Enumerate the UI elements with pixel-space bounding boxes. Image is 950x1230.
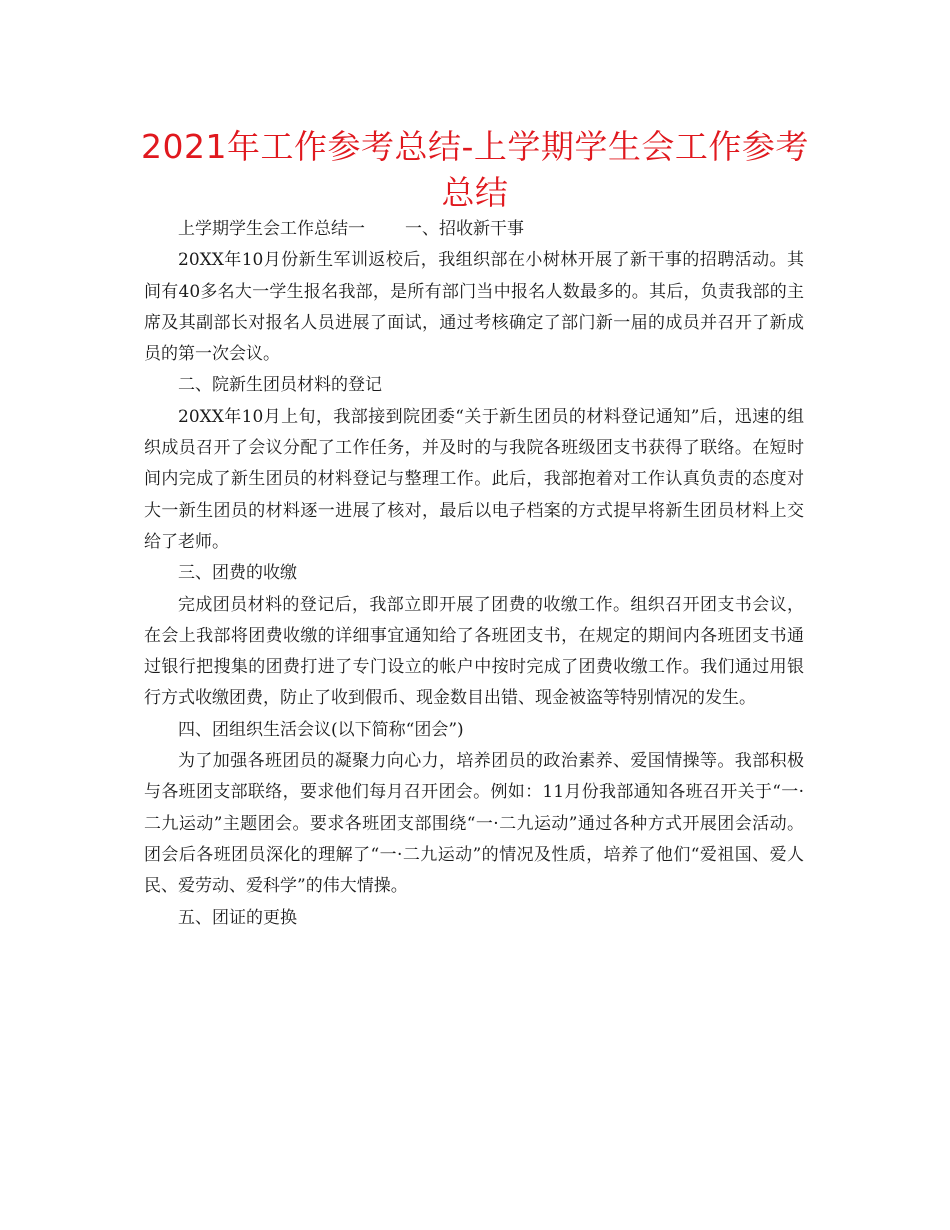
- paragraph: 完成团员材料的登记后，我部立即开展了团费的收缴工作。组织召开团支书会议，在会上我部将团费收缴的详细事宜通知给了各班团支书，在规定的期间内各班团支书通过银行把搜集的团费打进了专门设立的帐户中按时完成了团费收缴工作。我们通过用银行方式收缴团费，防止了收到假币、现金数目出错、现金被盗等特别情况的发生。: [144, 594, 804, 709]
- paragraph: 20XX年10月份新生军训返校后，我组织部在小树林开展了新干事的招聘活动。其间有40多名大一学生报名我部，是所有部门当中报名人数最多的。其后，负责我部的主席及其副部长对报名人员进展了面试，通过考核确定了部门新一届的成员并召开了新成员的第一次会议。: [144, 250, 804, 365]
- document-title: 2021年工作参考总结-上学期学生会工作参考总结: [141, 127, 809, 212]
- section-heading: 三、团费的收缴: [178, 563, 297, 584]
- paragraph: 为了加强各班团员的凝聚力向心力，培养团员的政治素养、爱国情操等。我部积极与各班团支部联络，要求他们每月召开团会。例如：11月份我部通知各班召开关于“一·二九运动”主题团会。要求各班团支部围绕“一·二九运动”通过各种方式开展团会活动。团会后各班团员深化的理解了“一·二九运动”的情况及性质，培养了他们“爱祖国、爱人民、爱劳动、爱科学”的伟大情操。: [144, 751, 804, 897]
- section-heading: 四、团组织生活会议(以下简称“团会”): [178, 719, 464, 740]
- section-heading: 一、招收新干事: [405, 219, 524, 239]
- paragraph: [144, 214, 804, 245]
- section-heading: 五、团证的更换: [178, 907, 297, 928]
- paragraph: 20XX年10月上旬，我部接到院团委“关于新生团员的材料登记通知”后，迅速的组织成员召开了会议分配了工作任务，并及时的与我院各班级团支书获得了联络。在短时间内完成了新生团员的材料登记与整理工作。此后，我部抱着对工作认真负责的态度对大一新生团员的材料逐一进展了核对，最后以电子档案的方式提早将新生团员材料上交给了老师。: [144, 406, 804, 552]
- section-lead: 上学期学生会工作总结一: [178, 219, 365, 239]
- section-heading: 二、院新生团员材料的登记: [178, 375, 382, 396]
- document-body: [144, 214, 804, 934]
